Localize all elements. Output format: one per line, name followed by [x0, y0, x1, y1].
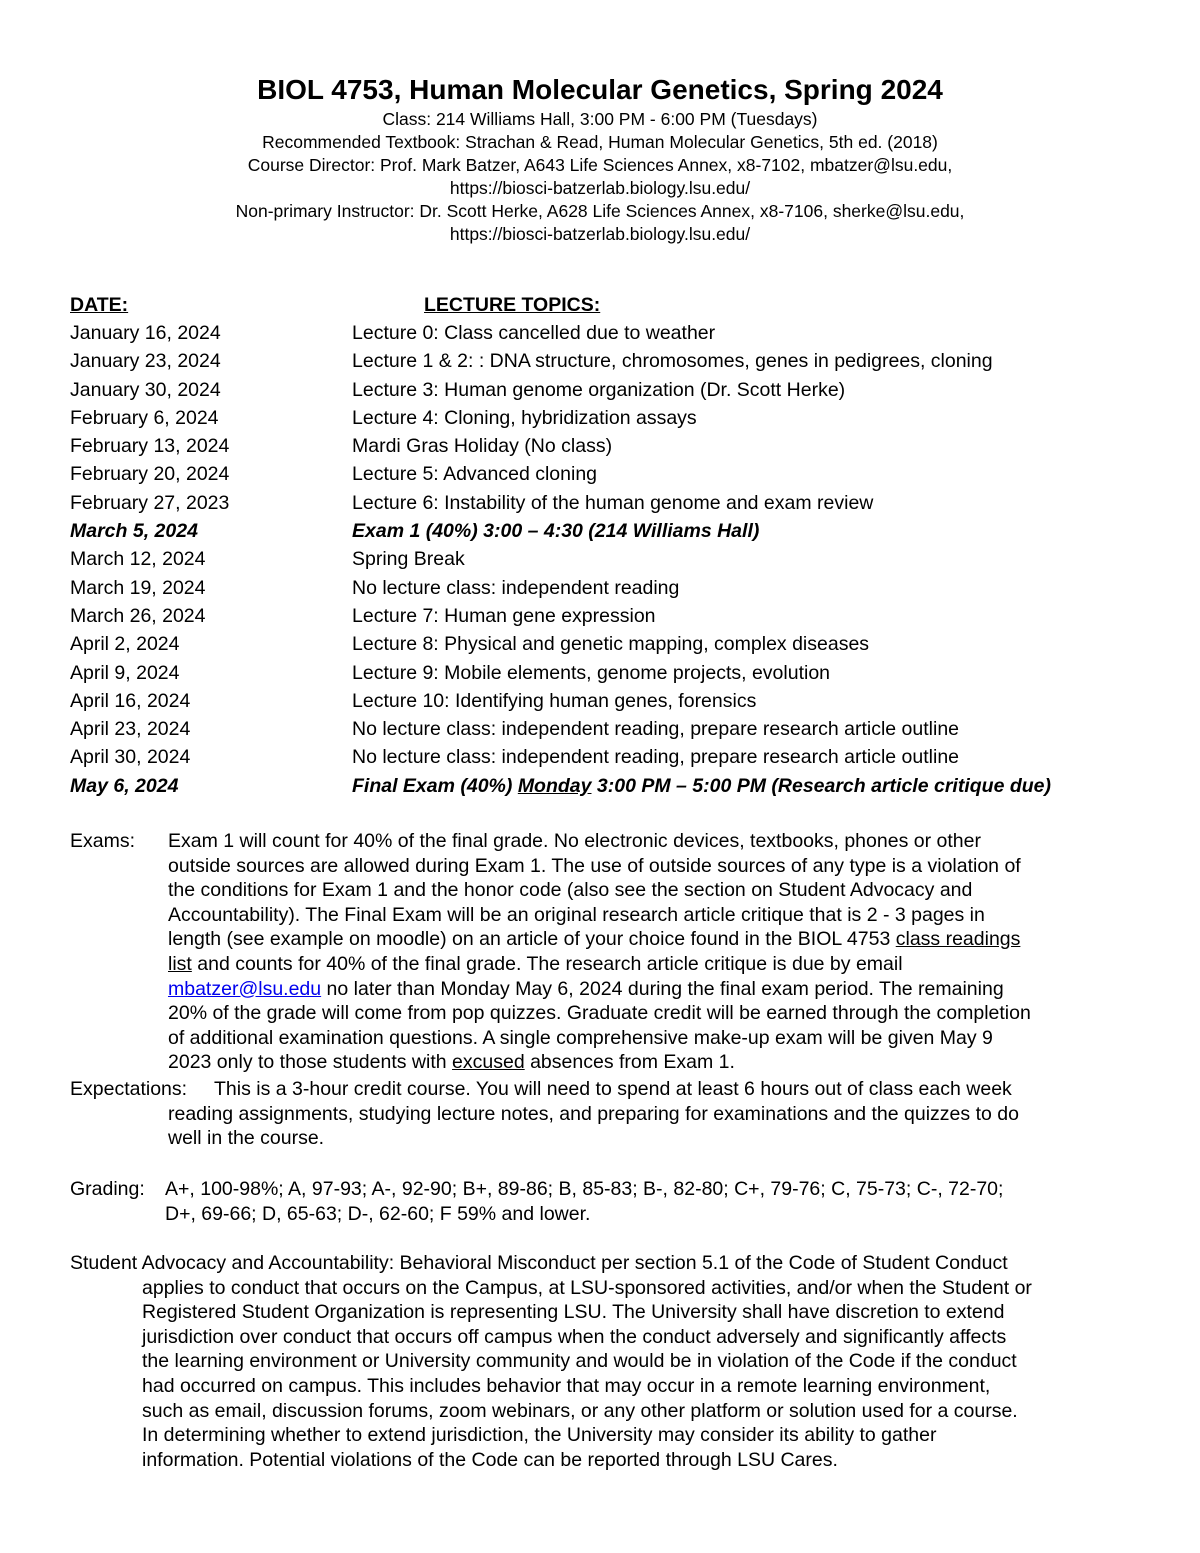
schedule-date: February 13, 2024	[70, 435, 230, 458]
schedule-date: March 5, 2024	[70, 520, 198, 543]
schedule-topic: Lecture 10: Identifying human genes, forensics	[352, 689, 757, 712]
schedule-topic: Lecture 9: Mobile elements, genome projects, evolution	[352, 661, 831, 684]
schedule-date: February 27, 2023	[70, 491, 230, 514]
exams-text-fragment: length (see example on moodle) on an article of your choice found in the BIOL 4753	[168, 928, 896, 951]
schedule-row	[70, 347, 1140, 375]
instructor-url[interactable]: https://biosci-batzerlab.biology.lsu.edu/	[449, 224, 751, 244]
schedule-row	[70, 715, 1140, 743]
exams-line: outside sources are allowed during Exam 1. The use of outside sources of any type is a violation of	[168, 854, 1021, 877]
expectations-line: reading assignments, studying lecture notes, and preparing for examinations and the quizzes to do	[168, 1102, 1019, 1125]
exams-text	[168, 829, 1150, 1075]
schedule-date: March 19, 2024	[70, 576, 206, 599]
class-readings-link[interactable]: class readings	[895, 928, 1021, 951]
grading-line: D+, 69-66; D, 65-63; D-, 62-60; F 59% and lower.	[165, 1202, 591, 1225]
advocacy-line: information. Potential violations of the Code can be reported through LSU Cares.	[142, 1448, 838, 1471]
schedule-date: April 9, 2024	[70, 661, 180, 684]
schedule-row	[70, 376, 1140, 404]
advocacy-section	[70, 1251, 1150, 1472]
expectations-text	[70, 1077, 1150, 1151]
expectations-label: Expectations:	[70, 1078, 188, 1100]
final-exam-label: Final Exam (40%)	[352, 774, 518, 797]
schedule-topic: No lecture class: independent reading, prepare research article outline	[352, 746, 960, 769]
exams-text-fragment: and counts for 40% of the final grade. The research article critique is due by email	[191, 952, 903, 975]
schedule-date: April 23, 2024	[70, 718, 191, 741]
schedule-row	[70, 432, 1140, 460]
class-info: Class: 214 Williams Hall, 3:00 PM - 6:00 PM (Tuesdays)	[382, 109, 818, 129]
schedule-topic: No lecture class: independent reading	[352, 576, 680, 599]
exams-line: of additional examination questions. A single comprehensive make-up exam will be given May 9	[168, 1026, 993, 1049]
schedule-date: February 6, 2024	[70, 406, 219, 429]
advocacy-line: In determining whether to extend jurisdiction, the University may consider its ability to gather	[142, 1424, 937, 1447]
schedule-date: April 2, 2024	[70, 633, 180, 656]
schedule-topic: Lecture 0: Class cancelled due to weather	[352, 322, 716, 344]
schedule-row-exam	[70, 517, 1140, 545]
schedule-date: February 20, 2024	[70, 463, 230, 486]
grading-label: Grading:	[70, 1178, 145, 1200]
schedule-topic: Exam 1 (40%) 3:00 – 4:30 (214 Williams Hall)	[352, 520, 760, 543]
schedule-topic: Lecture 7: Human gene expression	[352, 604, 656, 627]
schedule-row-final	[70, 772, 1140, 800]
schedule-row	[70, 602, 1140, 630]
date-column-header: DATE:	[70, 294, 129, 316]
schedule-date: April 16, 2024	[70, 689, 191, 712]
advocacy-line: jurisdiction over conduct that occurs off campus when the conduct adversely and significantly affects	[142, 1325, 1007, 1348]
schedule-topic: No lecture class: independent reading, prepare research article outline	[352, 718, 960, 741]
exams-text-fragment: 2023 only to those students with	[168, 1051, 453, 1074]
schedule-topic: Lecture 5: Advanced cloning	[352, 463, 598, 486]
expectations-line: This is a 3-hour credit course. You will need to spend at least 6 hours out of class each week	[214, 1078, 1012, 1100]
advocacy-line: had occurred on campus. This includes behavior that may occur in a remote learning environment,	[142, 1374, 991, 1397]
schedule-row	[70, 687, 1140, 715]
director-url[interactable]: https://biosci-batzerlab.biology.lsu.edu/	[449, 178, 751, 198]
schedule-date: April 30, 2024	[70, 746, 191, 769]
schedule-row	[70, 574, 1140, 602]
exams-line	[168, 1050, 1150, 1075]
exams-label: Exams:	[70, 830, 136, 852]
schedule-date: January 16, 2024	[70, 322, 221, 344]
schedule-topic: Lecture 3: Human genome organization (Dr. Scott Herke)	[352, 378, 846, 401]
schedule-row	[70, 489, 1140, 517]
director-info: Course Director: Prof. Mark Batzer, A643 Life Sciences Annex, x8-7102, mbatzer@lsu.edu,	[247, 155, 953, 175]
grading-section	[70, 1177, 1150, 1226]
schedule-topic: Lecture 6: Instability of the human genome and exam review	[352, 491, 874, 514]
exams-line: Exam 1 will count for 40% of the final grade. No electronic devices, textbooks, phones or other	[168, 830, 981, 852]
schedule-date: March 12, 2024	[70, 548, 206, 571]
schedule-row	[70, 659, 1140, 687]
exams-line	[168, 952, 1150, 977]
schedule-row	[70, 743, 1140, 771]
grading-text	[165, 1177, 1150, 1226]
class-readings-link-cont[interactable]: list	[168, 952, 192, 975]
exams-section	[70, 829, 1150, 1075]
advocacy-line: applies to conduct that occurs on the Campus, at LSU-sponsored activities, and/or when the Student or	[142, 1276, 1032, 1299]
exams-line	[168, 977, 1150, 1002]
advocacy-line: the learning environment or University community and would be in violation of the Code if the conduct	[142, 1350, 1017, 1373]
exams-text-fragment: absences from Exam 1.	[524, 1051, 735, 1074]
schedule-row	[70, 630, 1140, 658]
schedule-date: January 23, 2024	[70, 350, 221, 373]
topics-column-header: LECTURE TOPICS:	[424, 294, 601, 316]
schedule-topic: Lecture 1 & 2: : DNA structure, chromosomes, genes in pedigrees, cloning	[352, 350, 993, 373]
email-link[interactable]: mbatzer@lsu.edu	[168, 977, 322, 1000]
schedule-topic: Mardi Gras Holiday (No class)	[352, 435, 613, 458]
textbook-info: Recommended Textbook: Strachan & Read, Human Molecular Genetics, 5th ed. (2018)	[262, 132, 938, 152]
exams-line: the conditions for Exam 1 and the honor code (also see the section on Student Advocacy and	[168, 879, 973, 902]
schedule-date: March 26, 2024	[70, 604, 206, 627]
advocacy-line: Student Advocacy and Accountability: Behavioral Misconduct per section 5.1 of the Code of Student Conduct	[70, 1252, 1008, 1274]
schedule-topic: Lecture 4: Cloning, hybridization assays	[352, 406, 697, 429]
expectations-section	[70, 1077, 1150, 1151]
advocacy-text	[142, 1276, 1150, 1473]
schedule-row	[70, 545, 1140, 573]
excused-emphasis: excused	[452, 1051, 525, 1074]
instructor-info: Non-primary Instructor: Dr. Scott Herke, A628 Life Sciences Annex, x8-7106, sherke@lsu.edu,	[235, 201, 965, 221]
advocacy-line: Registered Student Organization is representing LSU. The University shall have discretion to extend	[142, 1301, 1005, 1324]
exams-text-fragment: no later than Monday May 6, 2024 during the final exam period. The remaining	[321, 977, 1004, 1000]
schedule-row	[70, 404, 1140, 432]
schedule-row	[70, 460, 1140, 488]
final-exam-time: 3:00 PM – 5:00 PM (Research article critique due)	[591, 774, 1051, 797]
advocacy-line: such as email, discussion forums, zoom webinars, or any other platform or solution used for a course.	[142, 1399, 1018, 1422]
schedule-date: January 30, 2024	[70, 378, 221, 401]
schedule-date: May 6, 2024	[70, 774, 179, 797]
schedule-table	[70, 319, 1140, 800]
final-exam-day: Monday	[517, 774, 592, 797]
schedule-topic: Spring Break	[352, 548, 465, 571]
schedule-topic: Lecture 8: Physical and genetic mapping, complex diseases	[352, 633, 870, 656]
course-title: BIOL 4753, Human Molecular Genetics, Spring 2024	[257, 74, 943, 105]
grading-line: A+, 100-98%; A, 97-93; A-, 92-90; B+, 89-86; B, 85-83; B-, 82-80; C+, 79-76; C, 75-73; C-, 72-70;	[165, 1178, 1004, 1200]
exams-line: Accountability). The Final Exam will be an original research article critique that is 2 - 3 pages in	[168, 903, 985, 926]
expectations-line: well in the course.	[168, 1127, 325, 1150]
exams-line	[168, 927, 1150, 952]
schedule-row	[70, 319, 1140, 347]
schedule-topic	[352, 772, 1051, 800]
exams-line: 20% of the grade will come from pop quizzes. Graduate credit will be earned through the completion	[168, 1002, 1031, 1025]
